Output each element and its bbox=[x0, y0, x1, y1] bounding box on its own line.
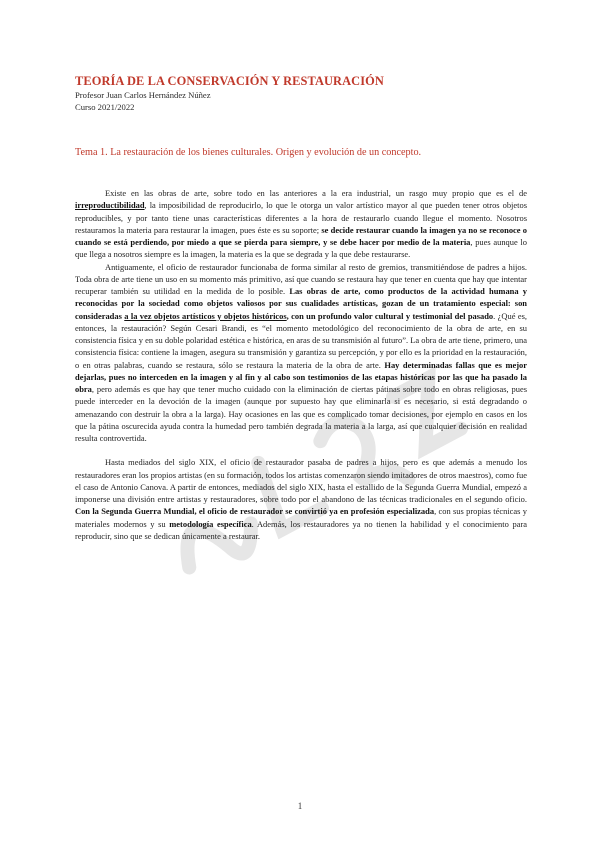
professor-name: Profesor Juan Carlos Hernández Núñez bbox=[75, 90, 211, 100]
paragraph-1 bbox=[75, 187, 527, 261]
bold-phrase: , con un profundo valor cultural y testimonial del pasado bbox=[286, 310, 494, 321]
bold-phrase: Las obras de arte, como productos de la actividad humana y reconocidas por la sociedad como objetos valiosos por sus cualidades artísticas, gozan de un tratamiento especial: son consideradas bbox=[75, 286, 528, 321]
bold-phrase: se decide restaurar cuando la imagen ya no se reconoce o cuando se está perdiendo, por miedo a que se pierda para siempre, y se debe hacer por medio de la materia bbox=[75, 224, 527, 247]
underline-phrase: a la vez objetos artísticos y objetos históricos bbox=[124, 310, 287, 321]
paragraph-2 bbox=[75, 261, 527, 445]
text-run: , la imposibilidad de reproducirlo, lo que le otorga un valor artístico mayor al que pueden tener otros objetos reproducibles, y por tanto tiene unas características diferentes a la hora de restaurarlo cuando llegue el momento. Nosotros restauramos la materia para restaurar la imagen, pues éste es su soporte; bbox=[75, 200, 527, 235]
page-number: 1 bbox=[297, 801, 303, 811]
underline-term: irreproductibilidad bbox=[75, 200, 145, 211]
text-run: . ¿Qué es, entonces, la restauración? Según Cesari Brandi, es “el momento metodológico del reconocimiento de la obra de arte, en su consistencia física y en su doble polaridad estética e histórica, en aras de su transmisión al futuro”. La obra de arte tiene, primero, una consistencia física: contiene la imagen, asegura su transmisión y garantiza su percepción, y por ello es la prioridad en la restauración, o en otras palabras, cuando se restaura, sólo se restaura la materia de la obra de arte. bbox=[75, 310, 527, 370]
text-run: . Además, los restauradores ya no tienen la habilidad y el conocimiento para reproducir, sino que se dedican únicamente a restaurar. bbox=[75, 518, 527, 541]
bold-underlined-phrase bbox=[124, 311, 286, 321]
topic-heading: Tema 1. La restauración de los bienes culturales. Origen y evolución de un concepto. bbox=[75, 147, 422, 158]
text-run: , pues aunque lo que llega a nosotros siempre es la imagen, la materia es la que se degrada y la que debe restaurarse. bbox=[75, 237, 527, 260]
text-run: Antiguamente, el oficio de restaurador funcionaba de forma similar al resto de gremios, transmitiéndose de padres a hijos. Toda obra de arte tiene un uso en su momento más primitivo, así que cuando se restaura hay que tener en cuenta que hay que intentar recuperar también su utilidad en la medida de lo posible. bbox=[75, 261, 527, 296]
document-header bbox=[75, 74, 535, 113]
document-body bbox=[75, 187, 527, 542]
text-run: Hasta mediados del siglo XIX, el oficio de restaurador pasaba de padres a hijos, pero es que además a menudo los restauradores eran los propios artistas (en su formación, todos los artistas comenzaron siendo imitadores de otros maestros), como fue el caso de Antonio Canova. A partir de entonces, mediados del siglo XIX, hasta el estallido de la Segunda Guerra Mundial, empezó a imponerse una división entre artistas y restauradores, sobre todo por el abandono de las técnicas tradicionales en el segundo oficio. bbox=[75, 457, 527, 504]
bold-phrase: Con la Segunda Guerra Mundial, el oficio de restaurador se convirtió ya en profesión especializada bbox=[75, 506, 435, 517]
bold-phrase: Hay determinadas fallas que es mejor dejarlas, pues no interceden en la imagen y al fin y al cabo son testimonios de las etapas históricas por las que ha pasado la obra bbox=[75, 359, 527, 394]
text-run: , con sus propias técnicas y materiales modernos y su bbox=[75, 506, 528, 529]
document-title: TEORÍA DE LA CONSERVACIÓN Y RESTAURACIÓN bbox=[75, 74, 384, 88]
paragraph-3 bbox=[75, 456, 527, 542]
bold-underlined-term bbox=[75, 200, 145, 210]
bold-phrase: metodología específica bbox=[169, 518, 252, 529]
text-run: Existe en las obras de arte, sobre todo en las anteriores a la era industrial, un rasgo muy propio que es el de bbox=[105, 188, 527, 198]
text-run: , pero además es que hay que tener mucho cuidado con la eliminación de ciertas pátinas sobre todo en obras religiosas, pues puede interceder en la devoción de la imagen (aunque por supuesto hay que eliminarla si es necesario, si está degradando o amenazando con destruir la obra a la larga). Hay ocasiones en las que es complicado tomar decisiones, por ejemplo en casos en los que la pátina oscurecida ayuda contra la humedad pero también degrada la materia a la larga, así que cualquier decisión en realidad resulta controvertida. bbox=[75, 384, 527, 443]
course-year: Curso 2021/2022 bbox=[75, 102, 135, 112]
